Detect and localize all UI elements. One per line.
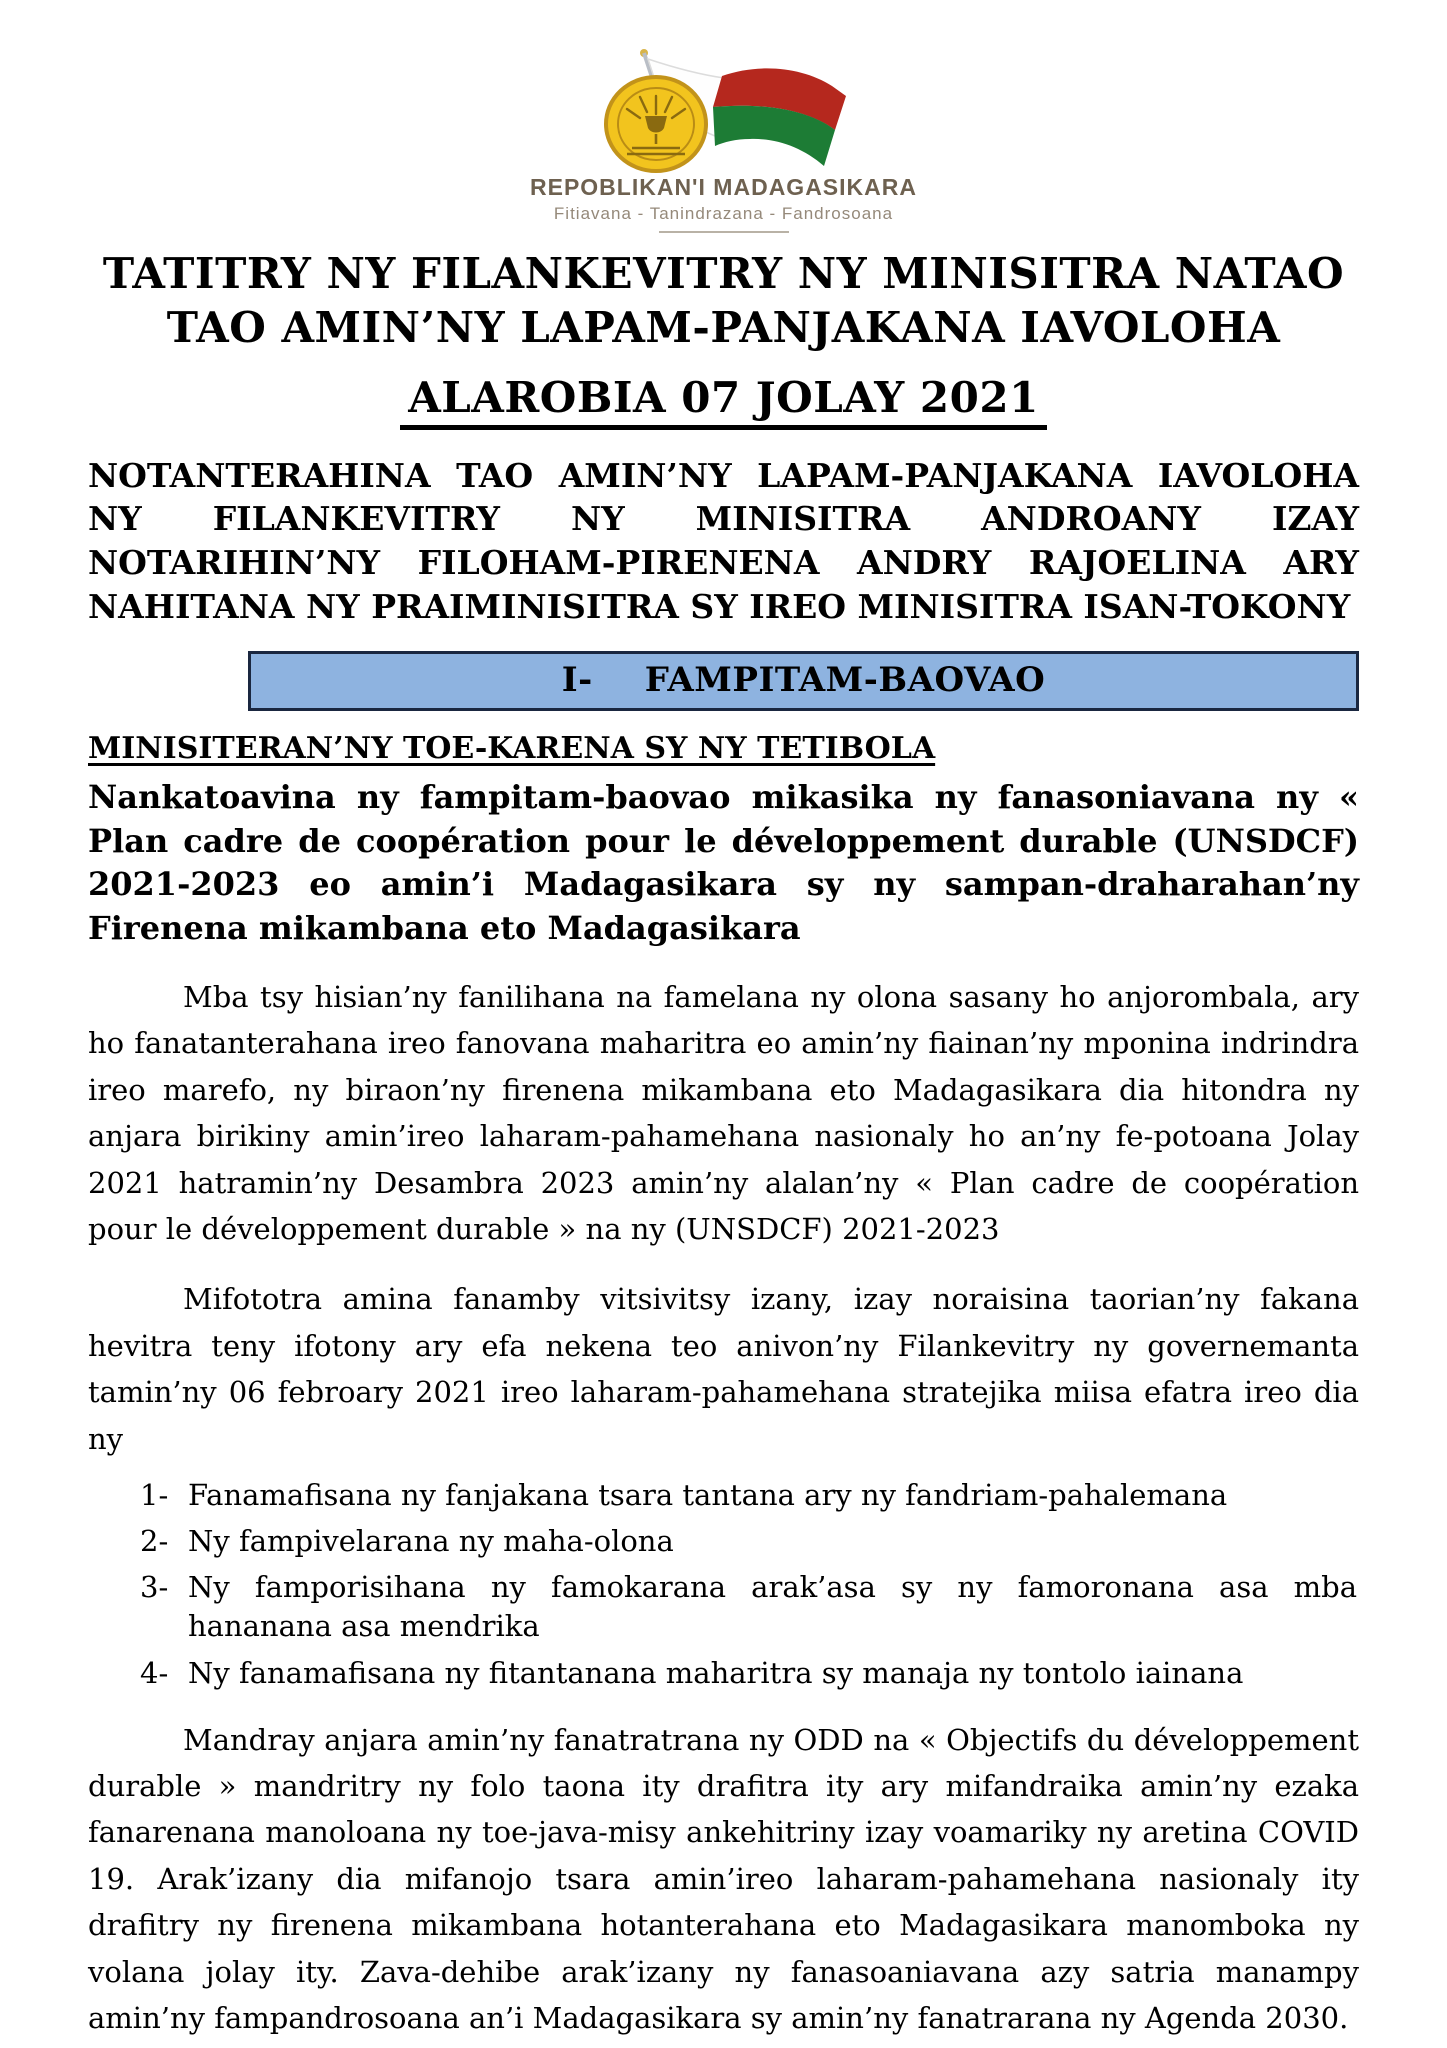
list-item-text: Ny fampivelarana ny maha-olona — [188, 1524, 674, 1559]
list-item — [88, 1654, 1359, 1693]
logo-motto: Fitiavana - Tanindrazana - Fandrosoana — [553, 204, 894, 223]
list-item-marker: 1- — [140, 1477, 169, 1512]
madagascar-emblem-icon — [574, 46, 874, 174]
closing-paragraph: Mandray anjara amin’ny fanatratrana ny ODD na « Objectifs du développement durable » mandritry ny folo taona ity drafitra ity ary mifandraika amin’ny ezaka fanarenana manoloana ny toe-java-misy ankehitriny izay voamariky ny aretina COVID 19. Arak’izany dia mifanojo tsara amin’ireo laharam-pahamehana nasionaly ity drafitry ny firenena mikambana hotanterahana eto Madagasikara manomboka ny volana jolay ity. Zava-dehibe arak’izany ny fanasoaniavana azy satria manampy amin’ny fampandrosoana an’i Madagasikara sy amin’ny fanatrarana ny Agenda 2030. — [88, 1722, 1359, 2036]
body-paragraph-2: Mifototra amina fanamby vitsivitsy izany, izay noraisina taorian’ny fakana hevitra teny ifotony ary efa nekena teo anivon’ny Filankevitry ny governemanta tamin’ny 06 febroary 2021 ireo laharam-pahamehana stratejika miisa efatra ireo dia ny — [88, 1282, 1359, 1456]
list-item — [88, 1568, 1359, 1646]
section-title: FAMPITAM-BAOVAO — [644, 660, 1046, 700]
list-item-text: Fanamafisana ny fanjakana tsara tantana ary ny fandriam-pahalemana — [188, 1477, 1228, 1512]
list-item — [88, 1476, 1359, 1515]
title-line-2: TAO AMIN’NY LAPAM-PANJAKANA IAVOLOHA — [166, 302, 1281, 352]
priority-list — [88, 1476, 1359, 1693]
body-paragraph-1: Mba tsy hisian’ny fanilihana na famelana ny olona sasany ho anjorombala, ary ho fanatanterahana ireo fanovana maharitra eo amin’ny fiainan’ny mponina indrindra ireo marefo, ny biraon’ny firenena mikambana eto Madagasikara dia hitondra ny anjara birikiny amin’ireo laharam-pahamehana nasionaly ho an’ny fe-potoana Jolay 2021 hatramin’ny Desambra 2023 amin’ny alalan’ny « Plan cadre de coopération pour le développement durable » na ny (UNSDCF) 2021-2023 — [88, 980, 1359, 1247]
decision-summary: Nankatoavina ny fampitam-baovao mikasika ny fanasoniavana ny « Plan cadre de coopération pour le développement durable (UNSDCF) 2021-2023 eo amin’i Madagasikara sy ny sampan-draharahan’ny Firenena mikambana eto Madagasikara — [88, 778, 1359, 947]
ministry-heading: MINISITERAN’NY TOE-KARENA SY NY TETIBOLA — [88, 731, 936, 766]
document-title — [88, 247, 1359, 355]
session-date: ALAROBIA 07 JOLAY 2021 — [400, 373, 1047, 430]
list-item — [88, 1522, 1359, 1561]
list-item-marker: 3- — [140, 1570, 169, 1605]
intro-paragraph: NOTANTERAHINA TAO AMIN’NY LAPAM-PANJAKANA IAVOLOHA NY FILANKEVITRY NY MINISITRA ANDROANY IZAY NOTARIHIN’NY FILOHAM-PIRENENA ANDRY RAJOELINA ARY NAHITANA NY PRAIMINISITRA SY IREO MINISITRA ISAN-TOKONY — [88, 455, 1359, 627]
seal-icon — [606, 77, 706, 171]
logo-divider — [659, 231, 789, 233]
section-number: I- — [561, 660, 593, 700]
list-item-marker: 2- — [140, 1524, 169, 1559]
logo-country-name: REPOBLIKAN'I MADAGASIKARA — [530, 174, 917, 200]
header-logo — [88, 46, 1359, 233]
list-item-text: Ny fanamafisana ny fitantanana maharitra sy manaja ny tontolo iainana — [188, 1655, 1244, 1690]
list-item-text: Ny famporisihana ny famokarana arak’asa sy ny famoronana asa mba hananana asa mendrika — [188, 1570, 1357, 1644]
section-banner — [248, 651, 1359, 711]
session-date-row — [88, 373, 1359, 430]
title-line-1: TATITRY NY FILANKEVITRY NY MINISITRA NATAO — [102, 249, 1345, 298]
list-item-marker: 4- — [140, 1655, 169, 1690]
